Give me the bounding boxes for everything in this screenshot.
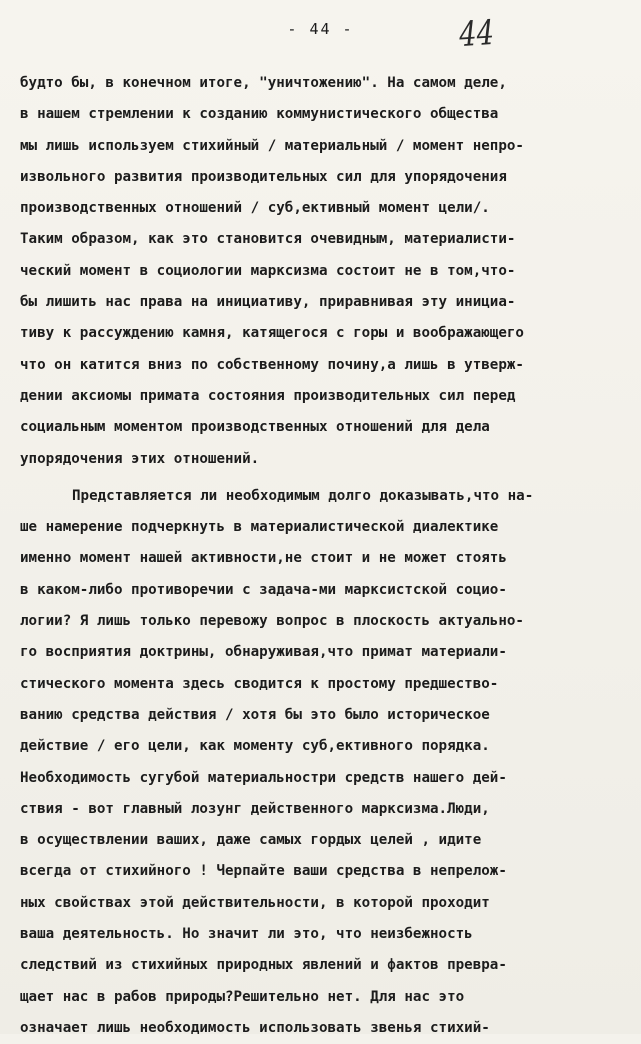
text-line: означает лишь необходимость использовать звенья стихий-: [20, 1019, 490, 1036]
text-line: дении аксиомы примата состояния производительных сил перед: [20, 387, 516, 404]
text-line: социальным моментом производственных отношений для дела: [20, 419, 490, 436]
text-line: Таким образом, как это становится очевидным, материалисти-: [20, 231, 516, 248]
text-line: что он катится вниз по собственному почину,а лишь в утверж-: [20, 356, 524, 373]
text-line: ванию средства действия / хотя бы это было историческое: [20, 706, 490, 723]
handwritten-page-number: 44: [458, 12, 495, 56]
text-line: именно момент нашей активности,не стоит и не может стоять: [20, 550, 507, 567]
text-line: действие / его цели, как моменту суб,ективного порядка.: [20, 738, 490, 755]
text-line: го восприятия доктрины, обнаруживая,что примат материали-: [20, 644, 507, 661]
text-line: ствия - вот главный лозунг действенного марксизма.Люди,: [20, 800, 490, 817]
text-line: производственных отношений / суб,ективный момент цели/.: [20, 200, 490, 217]
text-line: логии? Я лишь только перевожу вопрос в плоскость актуально-: [20, 613, 524, 630]
text-line: ных свойствах этой действительности, в которой проходит: [20, 894, 490, 911]
text-line: тиву к рассуждению камня, катящегося с горы и воображающего: [20, 325, 524, 342]
text-line: ческий момент в социологии марксизма состоит не в том,что-: [20, 262, 516, 279]
text-line: бы лишить нас права на инициативу, приравнивая эту инициа-: [20, 294, 516, 311]
text-line: следствий из стихийных природных явлений и фактов превра-: [20, 957, 507, 974]
page-number: - 44 -: [287, 20, 354, 38]
typewritten-text: [20, 68, 638, 1044]
text-line: стического момента здесь сводится к простому предшество-: [20, 675, 499, 692]
text-line: ваша деятельность. Но значит ли это, что неизбежность: [20, 926, 473, 943]
text-line: будто бы, в конечном итоге, "уничтожению". На самом деле,: [20, 75, 507, 91]
text-line: в нашем стремлении к созданию коммунистического общества: [20, 106, 499, 123]
text-line: упорядочения этих отношений.: [20, 450, 260, 467]
text-line: щает нас в рабов природы?Решительно нет. Для нас это: [20, 988, 465, 1005]
text-line: всегда от стихийного ! Черпайте ваши средства в непрелож-: [20, 863, 507, 880]
text-line: ше намерение подчеркнуть в материалистической диалектике: [20, 519, 499, 536]
text-line: в осуществлении ваших, даже самых гордых целей , идите: [20, 832, 482, 849]
text-line: в каком-либо противоречии с задача-ми марксистской социо-: [20, 581, 507, 598]
text-line: Необходимость сугубой материальностри средств нашего дей-: [20, 769, 507, 786]
text-line: Представляется ли необходимым долго доказывать,что на-: [72, 487, 534, 504]
text-line: извольного развития производительных сил для упорядочения: [20, 168, 507, 185]
text-line: мы лишь используем стихийный / материальный / момент непро-: [20, 137, 524, 154]
